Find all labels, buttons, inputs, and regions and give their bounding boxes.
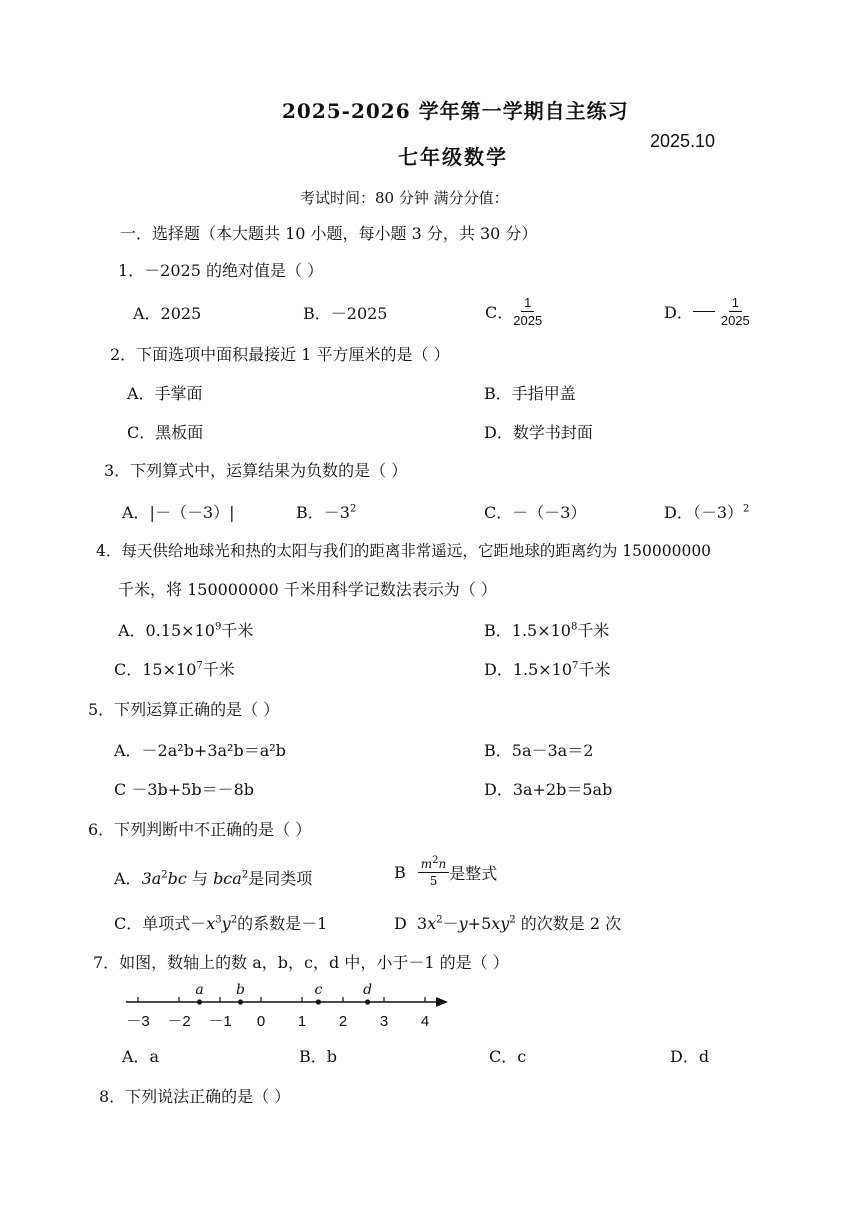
q7-option-a: A．a <box>122 1047 160 1066</box>
tick-label: 2 <box>338 1013 348 1030</box>
q1-option-b: B．－2025 <box>303 304 388 323</box>
q1-option-c: C． $\frac{1}{2025}$ <box>485 295 543 328</box>
point-label-d: d <box>363 982 373 998</box>
number-line-points <box>195 982 372 1005</box>
q4-option-c: C．$15\times 10^7$千米 <box>114 660 235 679</box>
point-label-c: c <box>314 982 323 998</box>
point-a <box>197 999 202 1004</box>
number-line <box>118 980 458 1030</box>
point-c <box>316 999 321 1004</box>
exam-subtitle: 七年级数学 <box>398 145 508 169</box>
minus-sign <box>693 311 715 312</box>
q4-option-d: D．$1.5\times 10^7$千米 <box>484 660 611 679</box>
q4-stem-line1: 4．每天供给地球光和热的太阳与我们的距离非常遥远，它距地球的距离约为 150000000 <box>96 542 712 560</box>
q3-option-c: C．－（－3） <box>484 503 587 522</box>
point-b <box>238 999 243 1004</box>
q2-stem: 2．下面选项中面积最接近 1 平方厘米的是（ ） <box>110 345 450 364</box>
arrow-icon <box>436 997 448 1007</box>
q2-option-a: A．手掌面 <box>127 384 203 403</box>
q3-option-b: B．$-3^2$ <box>296 503 357 522</box>
q7-option-c: C．c <box>489 1047 527 1066</box>
q6-b-fraction: $\frac{m^2n}{5}$ <box>418 858 450 887</box>
q1-option-a: A．2025 <box>133 304 202 323</box>
q5-option-b: B．5a－3a＝2 <box>484 741 594 760</box>
q5-stem: 5．下列运算正确的是（ ） <box>88 700 280 719</box>
tick-label: 4 <box>420 1013 430 1030</box>
tick-label: －3 <box>126 1013 150 1030</box>
q1-option-d: D． $\frac{1}{2025}$ <box>664 295 750 328</box>
point-d <box>365 999 370 1004</box>
q1-stem: 1．－2025 的绝对值是（ ） <box>118 261 324 280</box>
q7-option-d: D．d <box>670 1047 710 1066</box>
q4-option-b: B．$1.5\times 10^8$千米 <box>484 621 610 640</box>
exam-info: 考试时间：80 分钟 满分分值： <box>300 189 509 207</box>
tick-label: 0 <box>256 1013 266 1030</box>
tick-label: 1 <box>297 1013 307 1030</box>
q8-stem: 8．下列说法正确的是（ ） <box>99 1087 291 1106</box>
q3-option-d: D．$(-3)^2$ <box>664 503 750 522</box>
q6-option-a: A．$3a^2bc$ 与 bca$^2$是同类项 <box>114 869 313 888</box>
q5-option-a: A．－2a²b+3a²b＝a²b <box>114 741 286 760</box>
q7-option-b: B．b <box>299 1047 338 1066</box>
point-label-b: b <box>236 982 245 998</box>
exam-date: 2025.10 <box>650 131 716 151</box>
q6-option-b: B $\frac{m^2n}{5}$ 是整式 <box>394 855 498 888</box>
q5-option-d: D．3a+2b＝5ab <box>484 780 613 799</box>
q3-option-a: A．|－（－3）| <box>122 503 235 522</box>
point-label-a: a <box>195 982 204 998</box>
exam-title: 2025-2026 学年第一学期自主练习 <box>282 99 629 123</box>
q6-stem: 6．下列判断中不正确的是（ ） <box>88 820 312 839</box>
number-line-tick-labels <box>126 1013 429 1030</box>
tick-label: 3 <box>379 1013 389 1030</box>
q1-d-fraction: $\frac{1}{2025}$ <box>720 295 750 328</box>
q4-stem-line2: 千米，将 150000000 千米用科学记数法表示为（ ） <box>118 580 497 599</box>
tick-label: －1 <box>208 1013 232 1030</box>
q2-option-c: C．黑板面 <box>127 423 204 442</box>
q6-option-d: D $3x^2-y+5xy^2$ 的次数是 2 次 <box>394 914 622 933</box>
q1-c-fraction: $\frac{1}{2025}$ <box>513 295 543 328</box>
q7-stem: 7．如图，数轴上的数 a，b，c，d 中，小于－1 的是（ ） <box>93 953 509 972</box>
q2-option-b: B．手指甲盖 <box>484 384 576 403</box>
q3-stem: 3．下列算式中，运算结果为负数的是（ ） <box>104 461 408 480</box>
q4-option-a: A．$0.15\times 10^9$千米 <box>118 621 254 640</box>
q5-option-c: C －3b+5b＝－8b <box>114 780 255 799</box>
section-heading: 一．选择题（本大题共 10 小题，每小题 3 分，共 30 分） <box>120 224 538 243</box>
tick-label: －2 <box>167 1013 191 1030</box>
q6-option-c: C．单项式$-x^3y^2$的系数是－1 <box>114 914 328 933</box>
q2-option-d: D．数学书封面 <box>484 423 593 442</box>
